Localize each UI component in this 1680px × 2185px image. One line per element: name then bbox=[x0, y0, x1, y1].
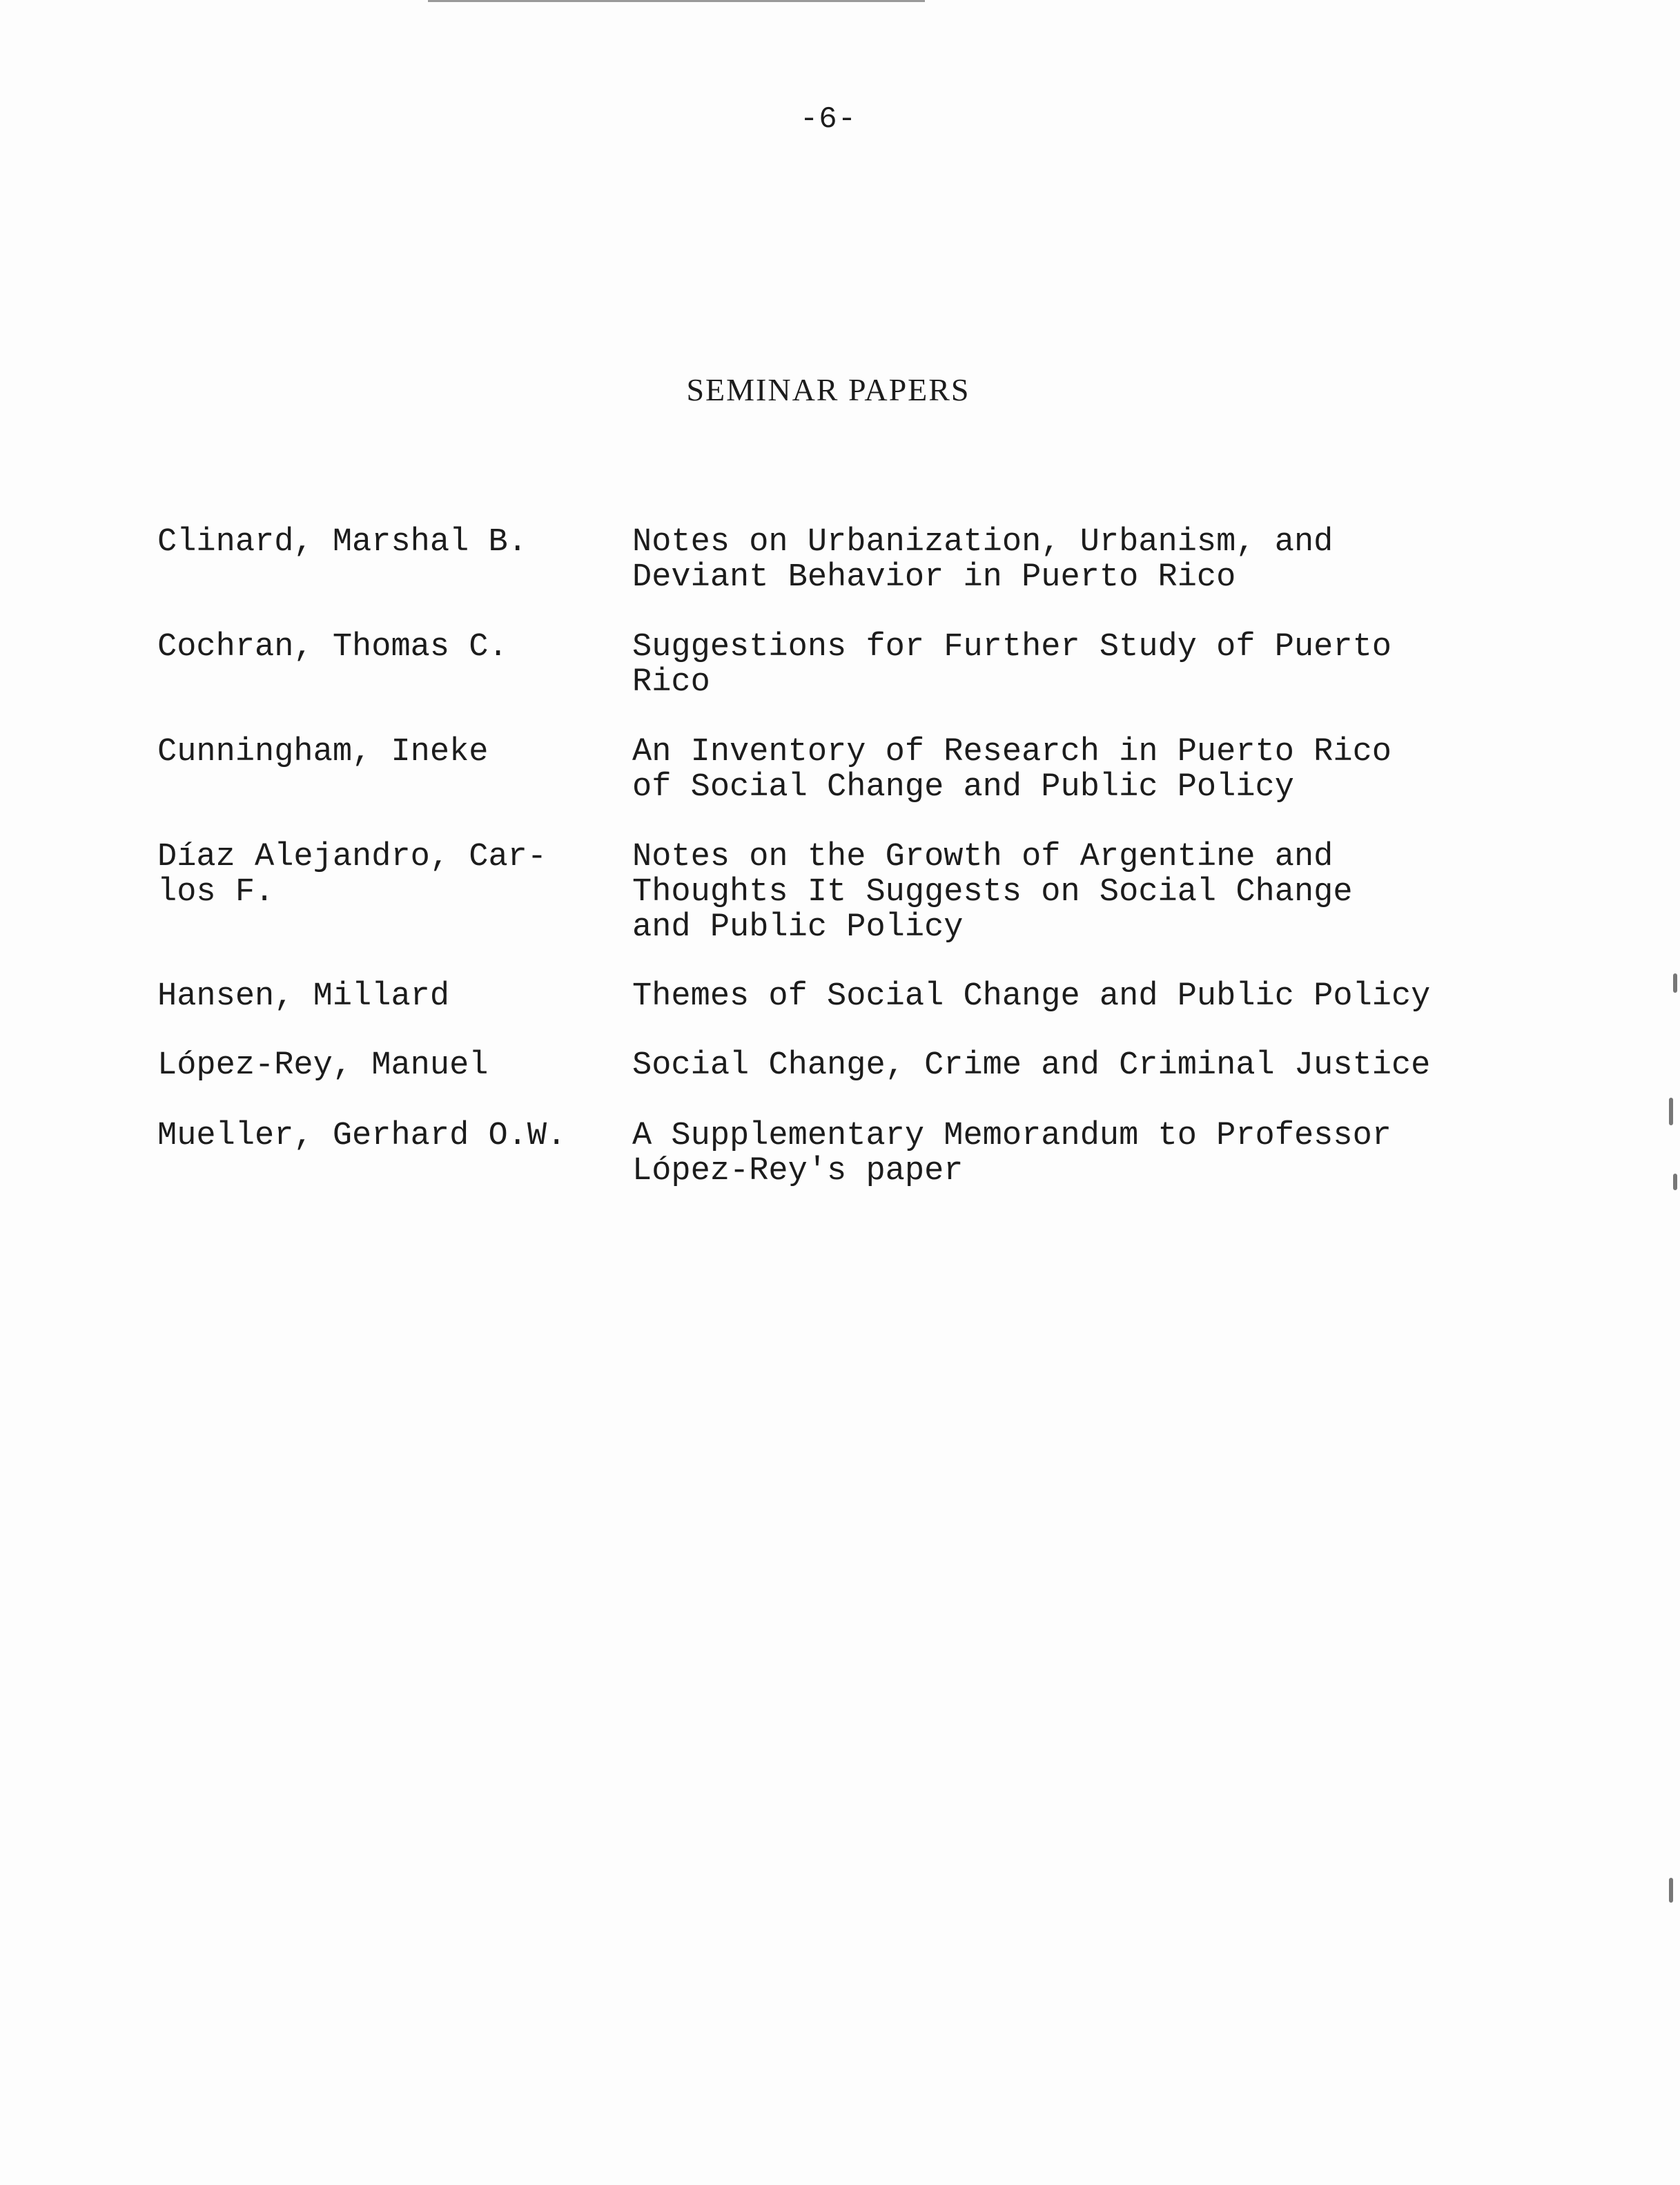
entry-title: Social Change, Crime and Criminal Justice bbox=[632, 1047, 1431, 1084]
scan-edge-mark bbox=[1673, 1174, 1677, 1190]
section-heading: SEMINAR PAPERS bbox=[686, 372, 970, 407]
entry-title: Notes on Urbanization, Urbanism, and Deviant Behavior in Puerto Rico bbox=[632, 524, 1334, 596]
scan-edge-mark bbox=[1669, 1878, 1673, 1903]
entry-author: Mueller, Gerhard O.W. bbox=[157, 1118, 567, 1154]
entry-author: López-Rey, Manuel bbox=[157, 1047, 489, 1084]
entry-author: Hansen, Millard bbox=[157, 978, 450, 1015]
scan-edge-mark bbox=[1673, 973, 1677, 993]
scan-edge-mark bbox=[1669, 1098, 1673, 1125]
entry-title: An Inventory of Research in Puerto Rico of Social Change and Public Policy bbox=[632, 734, 1391, 806]
entry-title: A Supplementary Memorandum to Professor López-Rey's paper bbox=[632, 1118, 1391, 1189]
entry-title: Suggestions for Further Study of Puerto Rico bbox=[632, 629, 1391, 701]
entry-title: Notes on the Growth of Argentine and Thoughts It Suggests on Social Change and Public Policy bbox=[632, 839, 1353, 946]
page-number: -6- bbox=[799, 102, 857, 137]
entry-author: Clinard, Marshal B. bbox=[157, 524, 527, 561]
top-edge-rule bbox=[428, 0, 925, 2]
entry-author: Cunningham, Ineke bbox=[157, 734, 489, 770]
entry-author: Díaz Alejandro, Car- los F. bbox=[157, 839, 547, 911]
entry-author: Cochran, Thomas C. bbox=[157, 629, 508, 666]
entry-title: Themes of Social Change and Public Policy bbox=[632, 978, 1431, 1015]
